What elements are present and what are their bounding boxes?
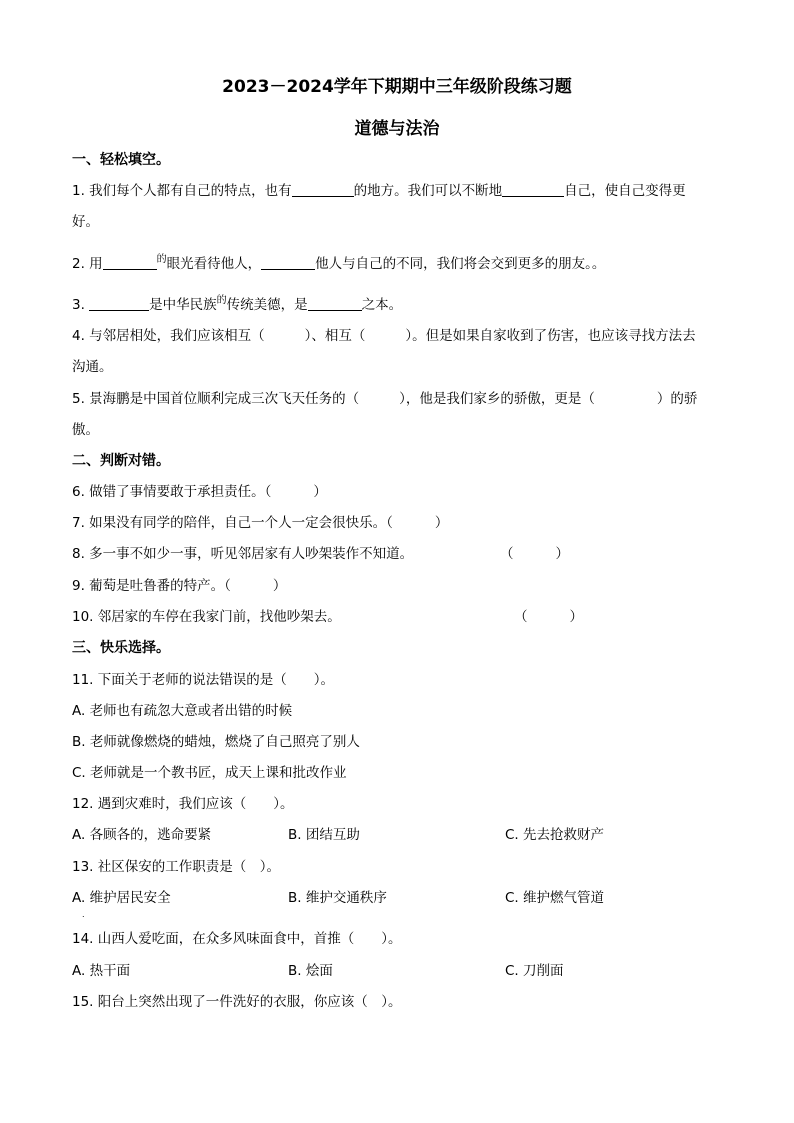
q1-text-c: 自己，使自己变得更 [564, 183, 686, 199]
q3-text-c: 传统美德，是 [226, 297, 308, 313]
question-4-line-2: 沟通。 [72, 359, 113, 375]
exam-subject: 道德与法治 [354, 119, 440, 139]
question-14-stem: 14. 山西人爱吃面，在众多风味面食中，首推（ ）。 [72, 931, 402, 947]
q1-text-a: 1. 我们每个人都有自己的特点，也有 [72, 183, 292, 199]
question-13-stem: 13. 社区保安的工作职责是（ ）。 [72, 859, 281, 875]
q3-text-b: 是中华民族 [149, 297, 217, 313]
q2-blank-1[interactable] [103, 255, 157, 270]
question-5-line-2: 傲。 [72, 422, 99, 438]
q4-text-a: 4. 与邻居相处，我们应该相互（ [72, 328, 265, 344]
question-11-option-b[interactable]: B. 老师就像燃烧的蜡烛，燃烧了自己照亮了别人 [72, 734, 360, 750]
q1-blank-2[interactable] [502, 182, 564, 197]
q6-text: 6. 做错了事情要敢于承担责任。（ [72, 484, 272, 500]
q4-text-b: ）、相互（ [304, 328, 366, 344]
section-true-false: 二、判断对错。 [72, 453, 170, 469]
q5-text-b: ），他是我们家乡的骄傲，更是（ [399, 391, 595, 407]
section-multiple-choice: 三、快乐选择。 [72, 640, 170, 656]
question-13-option-c[interactable]: C. 维护燃气管道 [505, 890, 605, 906]
question-5-line-1 [72, 390, 697, 408]
question-13-option-a[interactable]: A. 维护居民安全 [72, 890, 171, 906]
question-14-option-a[interactable]: A. 热干面 [72, 963, 131, 979]
question-8: 8. 多一事不如少一事，听见邻居家有人吵架装作不知道。 [72, 546, 414, 562]
q2-text-a: 2. 用 [72, 256, 103, 272]
question-12-option-c[interactable]: C. 先去抢救财产 [505, 827, 605, 843]
q6-close: ） [313, 484, 327, 500]
q3-blank-2[interactable] [308, 296, 362, 311]
q3-text-a: 3. [72, 297, 90, 313]
q7-close: ） [434, 515, 449, 531]
q2-sup: 的 [156, 254, 167, 265]
q4-text-c: ）。但是如果自家收到了伤害，也应该寻找方法去 [405, 328, 696, 344]
q2-text-b: 眼光看待他人， [166, 256, 262, 272]
question-13-option-b[interactable]: B. 维护交通秩序 [288, 890, 387, 906]
question-1-line-1 [72, 182, 686, 200]
section-fill-in: 一、轻松填空。 [72, 152, 170, 168]
question-10: 10. 邻居家的车停在我家门前，找他吵架去。 [72, 609, 341, 625]
question-12-stem: 12. 遇到灾难时，我们应该（ ）。 [72, 796, 294, 812]
question-11-stem: 11. 下面关于老师的说法错误的是（ ）。 [72, 672, 335, 688]
q1-text-b: 的地方。我们可以不断地 [353, 183, 503, 199]
question-7 [72, 514, 448, 532]
question-14-option-b[interactable]: B. 烩面 [288, 963, 333, 979]
q2-blank-2[interactable] [261, 255, 315, 270]
question-1-line-2: 好。 [72, 214, 99, 230]
q10-close: ） [569, 609, 583, 625]
question-14-option-c[interactable]: C. 刀削面 [505, 963, 564, 979]
question-4-line-1 [72, 327, 696, 345]
q2-text-c: 他人与自己的不同，我们将会交到更多的朋友。。 [315, 256, 606, 272]
q5-text-c: ）的骄 [656, 391, 698, 407]
q7-text: 7. 如果没有同学的陪伴，自己一个人一定会很快乐。（ [72, 515, 393, 531]
q1-blank-1[interactable] [292, 182, 354, 197]
q10-open: （ [514, 609, 528, 625]
exam-title: 2023－2024学年下期期中三年级阶段练习题 [222, 77, 572, 97]
question-12-option-b[interactable]: B. 团结互助 [288, 827, 360, 843]
question-9 [72, 577, 286, 595]
question-8-paren [500, 545, 569, 563]
q3-blank-1[interactable] [89, 296, 149, 311]
question-11-option-c[interactable]: C. 老师就是一个教书匠，成天上课和批改作业 [72, 765, 347, 781]
question-3 [72, 292, 402, 314]
q3-text-d: 之本。 [361, 297, 403, 313]
question-10-paren [514, 608, 583, 626]
q3-sup: 的 [216, 295, 227, 306]
question-11-option-a[interactable]: A. 老师也有疏忽大意或者出错的时候 [72, 703, 293, 719]
q9-text: 9. 葡萄是吐鲁番的特产。（ [72, 578, 231, 594]
question-12-option-a[interactable]: A. 各顾各的，逃命要紧 [72, 827, 212, 843]
q5-text-a: 5. 景海鹏是中国首位顺利完成三次飞天任务的（ [72, 391, 360, 407]
question-2 [72, 251, 605, 273]
question-15-stem: 15. 阳台上突然出现了一件洗好的衣服，你应该（ ）。 [72, 994, 402, 1010]
stray-dot-mark: . [82, 910, 85, 919]
q9-close: ） [272, 578, 287, 594]
question-6 [72, 483, 327, 501]
q8-open: （ [500, 546, 514, 562]
q8-close: ） [555, 546, 569, 562]
